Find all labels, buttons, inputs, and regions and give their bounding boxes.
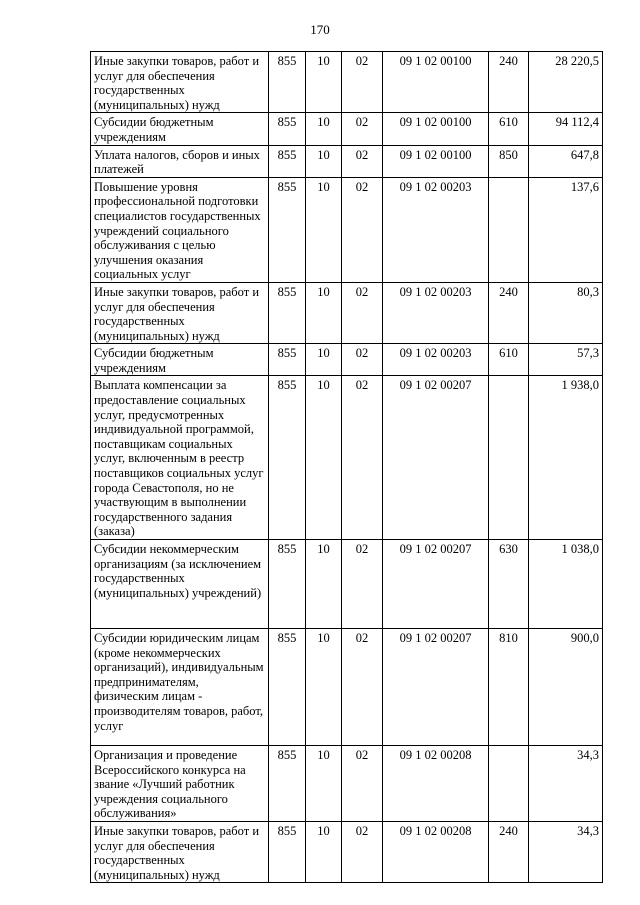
row-name-cell: Субсидии бюджетным учреждениям (91, 344, 269, 376)
table-row (91, 52, 603, 113)
table-row (91, 177, 603, 282)
section-cell: 10 (306, 145, 342, 177)
row-name-cell: Повышение уровня профессиональной подготовки специалистов государственных учреждений социального обслуживания с целью улучшения оказания социальных услуг (91, 177, 269, 282)
table-row (91, 145, 603, 177)
target-article-cell: 09 1 02 00100 (383, 52, 489, 113)
ministry-code-cell: 855 (269, 540, 306, 629)
target-article-cell: 09 1 02 00208 (383, 821, 489, 882)
section-cell: 10 (306, 52, 342, 113)
row-name-cell: Организация и проведение Всероссийского конкурса на звание «Лучший работник учреждения социального обслуживания» (91, 746, 269, 822)
subsection-cell: 02 (342, 113, 383, 145)
ministry-code-cell: 855 (269, 177, 306, 282)
section-cell: 10 (306, 629, 342, 746)
section-cell: 10 (306, 282, 342, 343)
target-article-cell: 09 1 02 00208 (383, 746, 489, 822)
target-article-cell: 09 1 02 00207 (383, 376, 489, 540)
ministry-code-cell: 855 (269, 629, 306, 746)
ministry-code-cell: 855 (269, 344, 306, 376)
subsection-cell: 02 (342, 282, 383, 343)
amount-cell: 28 220,5 (529, 52, 603, 113)
expense-type-cell: 810 (489, 629, 529, 746)
row-name-cell: Иные закупки товаров, работ и услуг для обеспечения государственных (муниципальных) нужд (91, 821, 269, 882)
section-cell: 10 (306, 113, 342, 145)
section-cell: 10 (306, 821, 342, 882)
expense-type-cell (489, 177, 529, 282)
expense-type-cell (489, 376, 529, 540)
amount-cell: 34,3 (529, 746, 603, 822)
subsection-cell: 02 (342, 52, 383, 113)
row-name-cell: Уплата налогов, сборов и иных платежей (91, 145, 269, 177)
ministry-code-cell: 855 (269, 145, 306, 177)
budget-table (90, 51, 603, 883)
ministry-code-cell: 855 (269, 52, 306, 113)
target-article-cell: 09 1 02 00100 (383, 113, 489, 145)
amount-cell: 57,3 (529, 344, 603, 376)
ministry-code-cell: 855 (269, 376, 306, 540)
expense-type-cell: 240 (489, 821, 529, 882)
amount-cell: 900,0 (529, 629, 603, 746)
table-row (91, 540, 603, 629)
expense-type-cell: 630 (489, 540, 529, 629)
subsection-cell: 02 (342, 177, 383, 282)
table-row (91, 376, 603, 540)
amount-cell: 80,3 (529, 282, 603, 343)
ministry-code-cell: 855 (269, 282, 306, 343)
row-name-cell: Субсидии бюджетным учреждениям (91, 113, 269, 145)
expense-type-cell (489, 746, 529, 822)
expense-type-cell: 240 (489, 282, 529, 343)
section-cell: 10 (306, 376, 342, 540)
ministry-code-cell: 855 (269, 821, 306, 882)
ministry-code-cell: 855 (269, 746, 306, 822)
amount-cell: 94 112,4 (529, 113, 603, 145)
row-name-cell: Субсидии некоммерческим организациям (за исключением государственных (муниципальных) учреждений) (91, 540, 269, 629)
subsection-cell: 02 (342, 145, 383, 177)
row-name-cell: Иные закупки товаров, работ и услуг для обеспечения государственных (муниципальных) нужд (91, 282, 269, 343)
expense-type-cell: 610 (489, 344, 529, 376)
subsection-cell: 02 (342, 746, 383, 822)
subsection-cell: 02 (342, 540, 383, 629)
subsection-cell: 02 (342, 376, 383, 540)
page-number: 170 (310, 22, 330, 37)
table-row (91, 629, 603, 746)
table-row (91, 344, 603, 376)
section-cell: 10 (306, 177, 342, 282)
ministry-code-cell: 855 (269, 113, 306, 145)
target-article-cell: 09 1 02 00203 (383, 282, 489, 343)
table-row (91, 746, 603, 822)
table-row (91, 821, 603, 882)
row-name-cell: Субсидии юридическим лицам (кроме некоммерческих организаций), индивидуальным предпринимателям, физическим лицам - производителям товаров, работ, услуг (91, 629, 269, 746)
section-cell: 10 (306, 746, 342, 822)
amount-cell: 1 938,0 (529, 376, 603, 540)
target-article-cell: 09 1 02 00100 (383, 145, 489, 177)
section-cell: 10 (306, 540, 342, 629)
row-name-cell: Выплата компенсации за предоставление социальных услуг, предусмотренных индивидуальной программой, поставщикам социальных услуг, включенным в реестр поставщиков социальных услуг города Севастополя, но не участвующим в выполнении государственного задания (заказа) (91, 376, 269, 540)
expense-type-cell: 240 (489, 52, 529, 113)
target-article-cell: 09 1 02 00203 (383, 344, 489, 376)
section-cell: 10 (306, 344, 342, 376)
amount-cell: 34,3 (529, 821, 603, 882)
subsection-cell: 02 (342, 344, 383, 376)
amount-cell: 647,8 (529, 145, 603, 177)
expense-type-cell: 850 (489, 145, 529, 177)
table-row (91, 113, 603, 145)
subsection-cell: 02 (342, 629, 383, 746)
row-name-cell: Иные закупки товаров, работ и услуг для обеспечения государственных (муниципальных) нужд (91, 52, 269, 113)
target-article-cell: 09 1 02 00207 (383, 540, 489, 629)
target-article-cell: 09 1 02 00203 (383, 177, 489, 282)
amount-cell: 137,6 (529, 177, 603, 282)
target-article-cell: 09 1 02 00207 (383, 629, 489, 746)
table-row (91, 282, 603, 343)
subsection-cell: 02 (342, 821, 383, 882)
amount-cell: 1 038,0 (529, 540, 603, 629)
expense-type-cell: 610 (489, 113, 529, 145)
